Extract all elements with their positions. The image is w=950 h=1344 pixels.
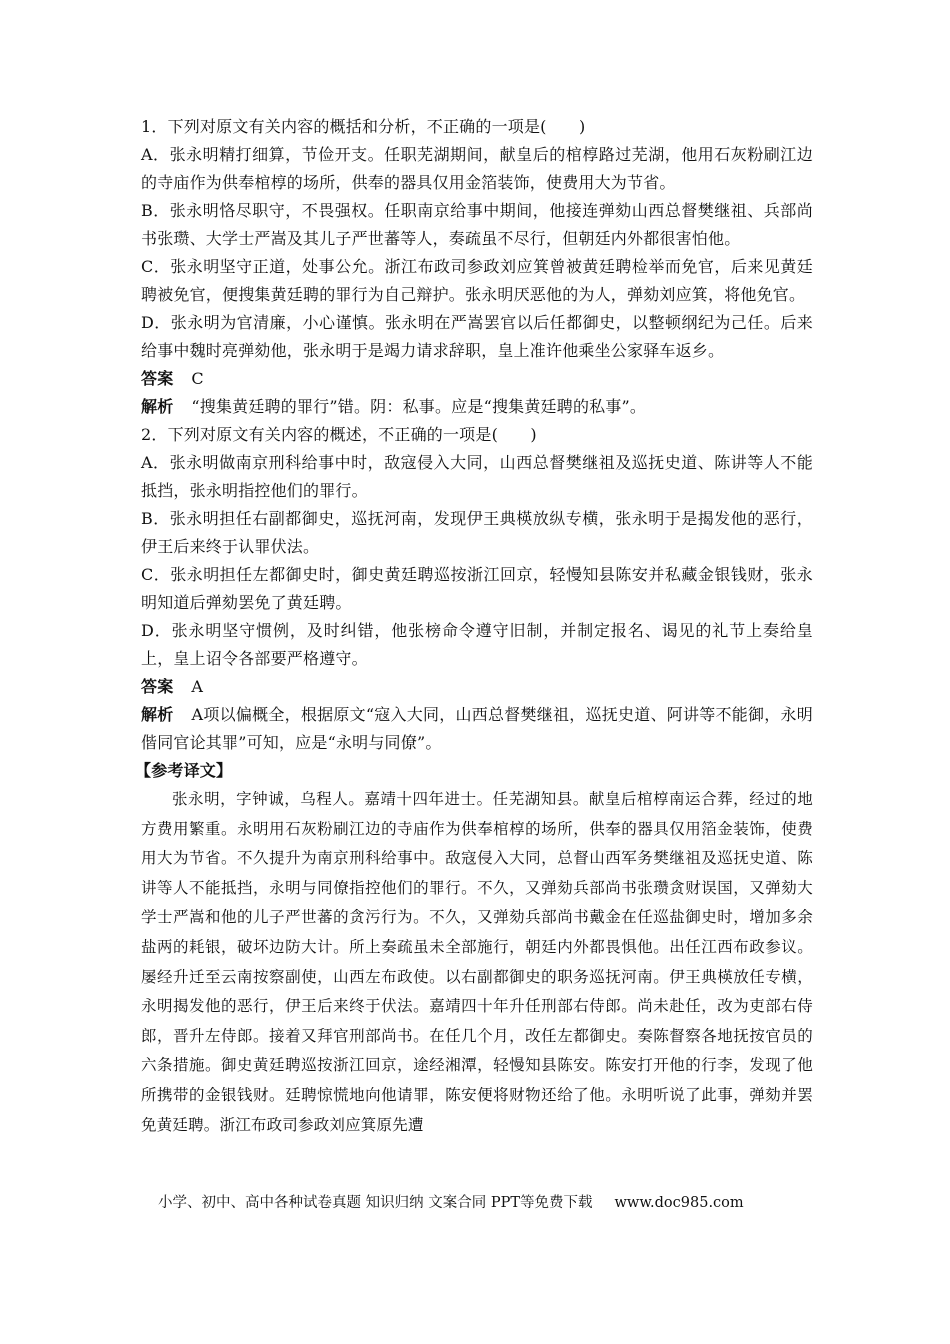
- answer-value: C: [191, 369, 204, 388]
- analysis-text: “搜集黄廷聘的罪行”错。阴：私事。应是“搜集黄廷聘的私事”。: [191, 397, 647, 416]
- footer-text: 小学、初中、高中各种试卷真题 知识归纳 文案合同 PPT等免费下载: [158, 1195, 593, 1211]
- answer-label: 答案: [141, 369, 174, 388]
- page-footer: [158, 1191, 858, 1212]
- translation-text: 张永明，字钟诚，乌程人。嘉靖十四年进士。任芜湖知县。献皇后棺椁南运合葬，经过的地方费用繁重。永明用石灰粉刷江边的寺庙作为供奉棺椁的场所，供奉的器具仅用箔金装饰，使费用大为节省。不久提升为南京刑科给事中。敌寇侵入大同，总督山西军务樊继祖及巡抚史道、陈讲等人不能抵挡，永明与同僚指控他们的罪行。不久，又弹劾兵部尚书张瓒贪财误国，又弹劾大学士严嵩和他的儿子严世蕃的贪污行为。不久，又弹劾兵部尚书戴金在任巡盐御史时，增加多余盐两的耗银，破坏边防大计。所上奏疏虽未全部施行，朝廷内外都畏惧他。出任江西布政参议。屡经升迁至云南按察副使，山西左布政使。以右副都御史的职务巡抚河南。伊王典楧放任专横，永明揭发他的恶行，伊王后来终于伏法。嘉靖四十年升任刑部右侍郎。尚未赴任，改为吏部右侍郎，晋升左侍郎。接着又拜官刑部尚书。在任几个月，改任左都御史。奏陈督察各地抚按官员的六条措施。御史黄廷聘巡按浙江回京，途经湘潭，轻慢知县陈安。陈安打开他的行李，发现了他所携带的金银钱财。廷聘惊慌地向他请罪，陈安便将财物还给了他。永明听说了此事，弹劾并罢免黄廷聘。浙江布政司参政刘应箕原先遭: [141, 790, 813, 1134]
- question-2-answer: [141, 673, 813, 701]
- answer-label: 答案: [141, 677, 174, 696]
- question-1-stem: 1．下列对原文有关内容的概括和分析，不正确的一项是( ): [141, 117, 586, 136]
- analysis-text: A项以偏概全，根据原文“寇入大同，山西总督樊继祖，巡抚史道、阿讲等不能御，永明偕同官论其罪”可知，应是“永明与同僚”。: [141, 705, 813, 752]
- document-body: [135, 113, 813, 1140]
- analysis-label: 解析: [141, 705, 174, 724]
- question-2-option-c: C．张永明担任左都御史时，御史黄廷聘巡按浙江回京，轻慢知县陈安并私藏金银钱财，张永明知道后弹劾罢免了黄廷聘。: [141, 565, 813, 612]
- question-1-option-d: D．张永明为官清廉，小心谨慎。张永明在严嵩罢官以后任都御史，以整顿纲纪为己任。后来给事中魏时亮弹劾他，张永明于是竭力请求辞职，皇上准许他乘坐公家驿车返乡。: [141, 313, 813, 360]
- question-1-answer: [141, 365, 813, 393]
- question-2-analysis: [141, 701, 813, 757]
- question-1-analysis: [141, 393, 813, 421]
- translation-heading: 【参考译文】: [135, 761, 233, 780]
- analysis-label: 解析: [141, 397, 174, 416]
- answer-value: A: [191, 677, 204, 696]
- question-1-option-a: A．张永明精打细算，节俭开支。任职芜湖期间，献皇后的棺椁路过芜湖，他用石灰粉刷江边的寺庙作为供奉棺椁的场所，供奉的器具仅用金箔装饰，使费用大为节省。: [141, 145, 813, 192]
- question-2-stem: 2．下列对原文有关内容的概述，不正确的一项是( ): [141, 425, 537, 444]
- question-1-option-c: C．张永明坚守正道，处事公允。浙江布政司参政刘应箕曾被黄廷聘检举而免官，后来见黄廷聘被免官，便搜集黄廷聘的罪行为自己辩护。张永明厌恶他的为人，弹劾刘应箕，将他免官。: [141, 257, 813, 304]
- footer-url: www.doc985.com: [614, 1195, 744, 1211]
- question-1-option-b: B．张永明恪尽职守，不畏强权。任职南京给事中期间，他接连弹劾山西总督樊继祖、兵部尚书张瓒、大学士严嵩及其儿子严世蕃等人，奏疏虽不尽行，但朝廷内外都很害怕他。: [141, 201, 813, 248]
- question-2-option-b: B．张永明担任右副都御史，巡抚河南，发现伊王典楧放纵专横，张永明于是揭发他的恶行，伊王后来终于认罪伏法。: [141, 509, 813, 556]
- question-2-option-a: A．张永明做南京刑科给事中时，敌寇侵入大同，山西总督樊继祖及巡抚史道、陈讲等人不能抵挡，张永明指控他们的罪行。: [141, 453, 813, 500]
- question-2-option-d: D．张永明坚守惯例，及时纠错，他张榜命令遵守旧制，并制定报名、谒见的礼节上奏给皇上，皇上诏令各部要严格遵守。: [141, 621, 813, 668]
